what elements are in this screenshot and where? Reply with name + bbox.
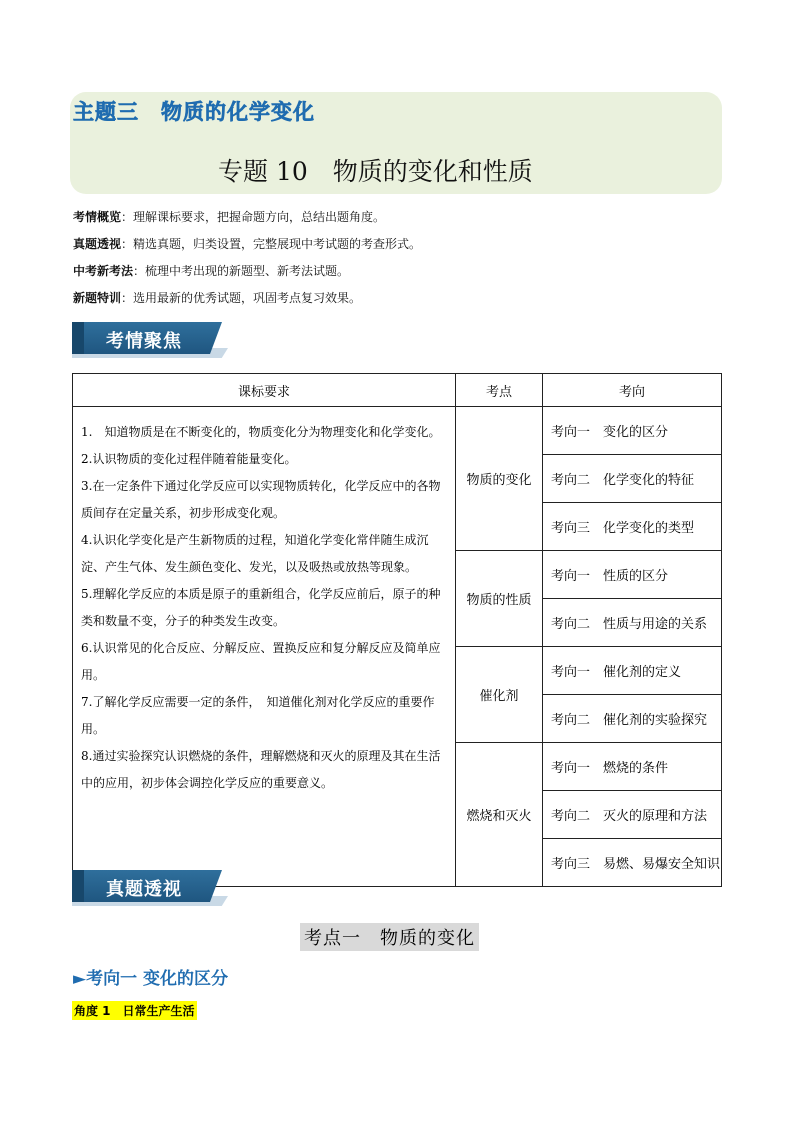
- requirement-item: 7.了解化学反应需要一定的条件， 知道催化剂对化学反应的重要作用。: [81, 695, 435, 736]
- section-ribbon-exam: [72, 866, 228, 910]
- theme-title: 主题三 物质的化学变化: [73, 100, 315, 124]
- requirements-cell: [73, 407, 456, 887]
- table-header: 考点: [456, 374, 543, 407]
- ribbon-label: 真题透视: [106, 879, 182, 900]
- requirement-item: 3.在一定条件下通过化学反应可以实现物质转化，化学反应中的各物质间存在定量关系，初步形成变化观。: [81, 479, 441, 520]
- ribbon-label: 考情聚焦: [106, 331, 182, 352]
- requirement-item: 2.认识物质的变化过程伴随着能量变化。: [81, 452, 297, 466]
- direction-cell: 考向一 燃烧的条件: [543, 743, 722, 791]
- page-title: 专题 10 物质的变化和性质: [218, 157, 533, 186]
- point-cell: 物质的性质: [456, 551, 543, 647]
- table-row: [73, 407, 722, 455]
- requirement-item: 6.认识常见的化合反应、分解反应、置换反应和复分解反应及简单应用。: [81, 641, 441, 682]
- direction-cell: 考向三 易燃、易爆安全知识: [543, 839, 722, 887]
- table-header: 课标要求: [73, 374, 456, 407]
- angle-label: 角度 1 日常生产生活: [72, 1001, 197, 1020]
- direction-cell: 考向二 化学变化的特征: [543, 455, 722, 503]
- ribbon-tip: [72, 870, 84, 902]
- intro-label: 新题特训: [73, 291, 122, 305]
- intro-line: [73, 262, 349, 279]
- direction-cell: 考向一 性质的区分: [543, 551, 722, 599]
- point-cell: 物质的变化: [456, 407, 543, 551]
- requirement-item: 8.通过实验探究认识燃烧的条件，理解燃烧和灭火的原理及其在生活中的应用，初步体会调控化学反应的重要意义。: [81, 749, 441, 790]
- intro-label: 考情概览: [73, 210, 122, 224]
- requirement-item: 1. 知道物质是在不断变化的，物质变化分为物理变化和化学变化。: [81, 425, 441, 439]
- intro-text: ：理解课标要求，把握命题方向，总结出题角度。: [121, 210, 386, 224]
- kaodian-title: 考点一 物质的变化: [300, 923, 479, 951]
- direction-heading: ►考向一 变化的区分: [73, 969, 228, 989]
- requirement-item: 4.认识化学变化是产生新物质的过程，知道化学变化常伴随生成沉淀、产生气体、发生颜色变化、发光，以及吸热或放热等现象。: [81, 533, 429, 574]
- point-cell: 燃烧和灭火: [456, 743, 543, 887]
- table-header-row: [73, 374, 722, 407]
- direction-cell: 考向一 变化的区分: [543, 407, 722, 455]
- intro-label: 中考新考法: [73, 264, 134, 278]
- intro-label: 真题透视: [73, 237, 122, 251]
- ribbon-tip: [72, 322, 84, 354]
- curriculum-table: [72, 373, 722, 887]
- direction-cell: 考向二 性质与用途的关系: [543, 599, 722, 647]
- direction-cell: 考向三 化学变化的类型: [543, 503, 722, 551]
- intro-text: ：精选真题，归类设置，完整展现中考试题的考查形式。: [121, 237, 422, 251]
- section-ribbon-focus: [72, 318, 228, 362]
- point-cell: 催化剂: [456, 647, 543, 743]
- intro-text: ：选用最新的优秀试题，巩固考点复习效果。: [121, 291, 362, 305]
- requirement-item: 5.理解化学反应的本质是原子的重新组合，化学反应前后，原子的种类和数量不变，分子的种类发生改变。: [81, 587, 441, 628]
- direction-cell: 考向二 催化剂的实验探究: [543, 695, 722, 743]
- intro-line: [73, 289, 361, 306]
- table-header: 考向: [543, 374, 722, 407]
- intro-line: [73, 235, 421, 252]
- intro-line: [73, 208, 385, 225]
- direction-cell: 考向二 灭火的原理和方法: [543, 791, 722, 839]
- intro-text: ：梳理中考出现的新题型、新考法试题。: [133, 264, 350, 278]
- direction-cell: 考向一 催化剂的定义: [543, 647, 722, 695]
